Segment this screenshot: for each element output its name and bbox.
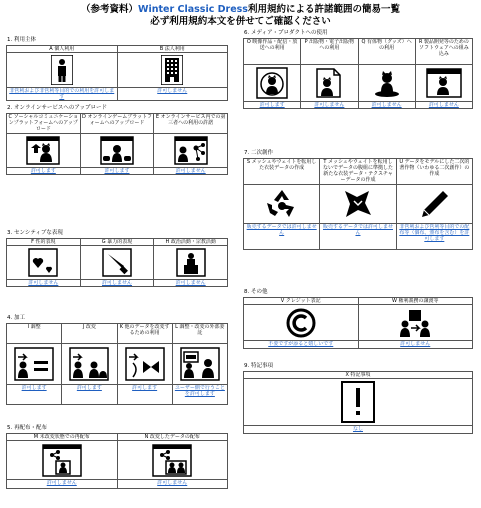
figure-icon: [359, 65, 415, 101]
section-sensitive: [6, 230, 228, 287]
page-subtitle: 必ず利用規約本文を併せてご確認ください: [150, 16, 331, 27]
card-footer[interactable]: 不要ですが添ると嬉しいです: [244, 340, 358, 348]
transfer-icon: [359, 305, 473, 340]
section-heading: 4. 加工: [7, 315, 25, 321]
section-heading: 8. その他: [244, 289, 268, 295]
card-goods: [359, 39, 416, 108]
card-fan-work: [397, 159, 472, 249]
share-avatar-icon: [154, 134, 227, 167]
upload-avatar-icon: [7, 134, 80, 167]
card-header: C ソーシャルコミュニケーションプラットフォームへのアップロード: [8, 114, 79, 132]
card-header: S メッシュやウェイトを転用した衣装データの作成: [244, 159, 319, 185]
card-footer[interactable]: 許可します: [81, 167, 154, 174]
card-notes: [244, 372, 472, 433]
section-heading: 7. 二次創作: [244, 150, 273, 156]
section-heading: 1. 利用主体: [7, 37, 36, 43]
card-header: I 調整: [7, 324, 61, 344]
card-footer[interactable]: 許可しません: [118, 479, 228, 488]
page-title: [0, 4, 481, 15]
recycle-icon: [244, 185, 319, 223]
card-header: U データをモデルにした二次的著作物（いわゆる二次創作）の作成: [397, 159, 472, 185]
section-heading: 3. センシティブな表現: [7, 230, 63, 236]
card-game-upload: [81, 114, 155, 174]
modify-icon: [62, 344, 116, 384]
card-header: M 未改変状態での再配布: [7, 434, 117, 441]
card-credit: [244, 298, 359, 348]
knife-icon: [81, 246, 154, 279]
card-modify: [62, 324, 117, 404]
card-footer[interactable]: 販売するデータでは許可しません: [244, 223, 319, 236]
card-footer[interactable]: 許可します: [244, 101, 300, 108]
card-adjust: [7, 324, 62, 404]
card-footer[interactable]: 許可しません: [301, 101, 357, 108]
card-header: R 製品開発等のためのソフトウェアへの組み込み: [416, 39, 472, 65]
card-footer[interactable]: 許可します: [7, 167, 80, 174]
bow-transfer-icon: [118, 344, 172, 384]
software-icon: [416, 65, 472, 101]
share-file-icon: [7, 441, 117, 479]
card-footer[interactable]: 許可しません: [359, 340, 473, 348]
section-processing: [6, 315, 228, 405]
card-video: [244, 39, 301, 108]
card-costume-reuse: [244, 159, 320, 249]
card-personal-use: [7, 46, 118, 100]
card-footer[interactable]: 非営利および営利等目的での配布等（個布、頒布を含む）を許可します: [397, 223, 472, 249]
card-outsource: [173, 324, 227, 404]
card-footer[interactable]: 許可しません: [154, 279, 227, 286]
copyright-icon: [244, 305, 358, 340]
card-publication: [301, 39, 358, 108]
card-political: [154, 239, 227, 286]
hearts-icon: [7, 246, 80, 279]
card-footer[interactable]: 許可しません: [416, 101, 472, 108]
section-online-upload: [6, 105, 228, 175]
card-violent: [81, 239, 155, 286]
card-footer[interactable]: 許可しません: [7, 479, 117, 488]
book-icon: [301, 65, 357, 101]
section-heading: 9. 特記事項: [244, 363, 273, 369]
card-footer[interactable]: 許可しません: [7, 279, 80, 286]
card-corporate-use: [118, 46, 228, 100]
card-footer[interactable]: 許可します: [7, 384, 61, 404]
card-header: W 権利義務の譲渡等: [359, 298, 473, 305]
section-derivative: [243, 150, 473, 250]
card-header: G 暴力的表現: [81, 239, 154, 246]
card-footer[interactable]: 許可しません: [154, 167, 227, 174]
card-rights-transfer: [359, 298, 473, 348]
section-redistribution: [6, 425, 228, 489]
card-header: F 性的表現: [7, 239, 80, 246]
adjust-icon: [7, 344, 61, 384]
card-header: V クレジット表記: [244, 298, 358, 305]
exclamation-icon: [244, 379, 472, 425]
card-footer[interactable]: 非営利および非営利等目的での利用を許可します: [7, 87, 117, 100]
card-redistribute-unmodified: [7, 434, 118, 488]
section-special-notes: [243, 363, 473, 434]
card-thirdparty-license: [154, 114, 227, 174]
card-footer[interactable]: 許可します: [62, 384, 116, 404]
card-software: [416, 39, 472, 108]
section-heading: 6. メディア・プロダクトへの使用: [244, 30, 328, 36]
card-header: K 他のデータを改変するための利用: [118, 324, 172, 344]
card-header: P 出版物・電子出版物への利用: [301, 39, 357, 65]
card-footer[interactable]: なし: [244, 425, 472, 433]
card-header: Q 有体物（グッズ）への利用: [359, 39, 415, 65]
card-distribute-modified: [118, 434, 228, 488]
card-header: X 特記事項: [244, 372, 472, 379]
person-icon: [7, 53, 117, 87]
section-heading: 2. オンラインサービスへのアップロード: [7, 105, 107, 111]
card-header: A 個人利用: [7, 46, 117, 53]
title-prefix: （参考資料）: [81, 4, 139, 15]
section-media-product: [243, 30, 473, 109]
card-sexual: [7, 239, 81, 286]
card-footer[interactable]: 許可しません: [359, 101, 415, 108]
card-social-upload: [7, 114, 81, 174]
card-texture-create: [320, 159, 396, 249]
section-usage-entity: [6, 37, 228, 101]
building-icon: [118, 53, 228, 87]
share-modified-icon: [118, 441, 228, 479]
card-header: B 法人利用: [118, 46, 228, 53]
game-upload-icon: [81, 134, 154, 167]
card-header: H 政治活動・宗教活動: [154, 239, 227, 246]
card-header: N 改変したデータの配布: [118, 434, 228, 441]
fabric-icon: [320, 185, 395, 223]
card-footer[interactable]: 販売するデータでは許可しません: [320, 223, 395, 236]
card-header: O 映像作品・配信・放送への利用: [244, 39, 300, 65]
card-footer[interactable]: 許可しません: [81, 279, 154, 286]
card-header: J 改変: [62, 324, 116, 344]
card-header: D オンラインゲームプラットフォームへのアップロード: [81, 114, 154, 134]
pen-icon: [397, 185, 472, 223]
video-icon: [244, 65, 300, 101]
card-header: E オンラインサービス内での第三者への利用の許諾: [154, 114, 227, 134]
card-other-data: [118, 324, 173, 404]
podium-icon: [154, 246, 227, 279]
card-header: L 調整・改変の外部委託: [173, 324, 227, 344]
card-header: T メッシュやウェイトを転用しないでデータの腹組に準拠した新たな衣装データ・テクスチャーデータの作成: [320, 159, 395, 185]
outsource-icon: [173, 344, 227, 384]
title-brand: Winter Classic Dress: [138, 4, 248, 15]
card-footer[interactable]: 許可します: [118, 384, 172, 404]
title-suffix: 利用規約による許諾範囲の簡易一覧: [247, 4, 400, 15]
section-other: [243, 289, 473, 349]
card-footer[interactable]: ユーザー側で行うことを許可します: [173, 384, 227, 404]
card-footer[interactable]: 許可しません: [118, 87, 228, 100]
section-heading: 5. 再配布・配布: [7, 425, 47, 431]
